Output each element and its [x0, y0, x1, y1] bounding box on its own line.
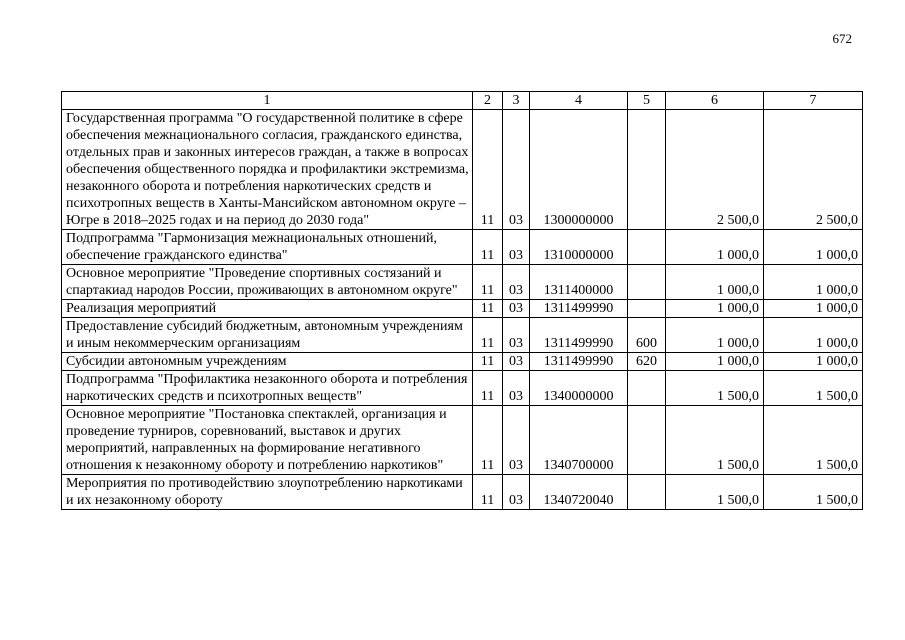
amount-cell-6: 1 500,0: [666, 475, 764, 510]
code-cell-2: 11: [473, 110, 503, 230]
code-cell-5: [628, 475, 666, 510]
code-cell-3: 03: [503, 230, 530, 265]
code-cell-2: 11: [473, 353, 503, 371]
header-cell: 6: [666, 92, 764, 110]
header-cell: 5: [628, 92, 666, 110]
amount-cell-7: 1 000,0: [764, 353, 863, 371]
table-row: [62, 318, 863, 353]
code-cell-3: 03: [503, 353, 530, 371]
amount-cell-7: 1 000,0: [764, 318, 863, 353]
row-name-cell: Основное мероприятие "Проведение спортивных состязаний и спартакиад народов России, проживающих в автономном округе": [62, 265, 473, 300]
header-cell: 4: [530, 92, 628, 110]
code-cell-5: [628, 371, 666, 406]
amount-cell-7: 2 500,0: [764, 110, 863, 230]
amount-cell-6: 1 000,0: [666, 353, 764, 371]
header-cell: 2: [473, 92, 503, 110]
row-name-cell: Мероприятия по противодействию злоупотреблению наркотиками и их незаконному обороту: [62, 475, 473, 510]
table-row: [62, 475, 863, 510]
code-cell-3: 03: [503, 371, 530, 406]
code-cell-5: 600: [628, 318, 666, 353]
code-cell-5: [628, 110, 666, 230]
code-cell-4: 1340700000: [530, 406, 628, 475]
amount-cell-6: 1 000,0: [666, 318, 764, 353]
code-cell-2: 11: [473, 318, 503, 353]
row-name-cell: Подпрограмма "Гармонизация межнациональных отношений, обеспечение гражданского единства": [62, 230, 473, 265]
table-header-row: [62, 92, 863, 110]
budget-table: [61, 91, 863, 510]
code-cell-5: [628, 406, 666, 475]
code-cell-3: 03: [503, 475, 530, 510]
table-row: [62, 230, 863, 265]
code-cell-4: 1311499990: [530, 318, 628, 353]
page-number: 672: [832, 31, 852, 46]
code-cell-5: 620: [628, 353, 666, 371]
row-name-cell: Государственная программа "О государственной политике в сфере обеспечения межнационального согласия, гражданского единства, отдельных прав и законных интересов граждан, а также в вопросах обеспечения общественного порядка и профилактики экстремизма, незаконного оборота и потребления наркотических средств и психотропных веществ в Ханты-Мансийском автономном округе – Югре в 2018–2025 годах и на период до 2030 года": [62, 110, 473, 230]
amount-cell-7: 1 000,0: [764, 230, 863, 265]
header-cell: 3: [503, 92, 530, 110]
code-cell-2: 11: [473, 265, 503, 300]
code-cell-3: 03: [503, 300, 530, 318]
amount-cell-6: 1 000,0: [666, 265, 764, 300]
code-cell-2: 11: [473, 406, 503, 475]
table-row: [62, 406, 863, 475]
code-cell-4: 1300000000: [530, 110, 628, 230]
table-row: [62, 110, 863, 230]
code-cell-4: 1340720040: [530, 475, 628, 510]
table-body: [62, 110, 863, 510]
amount-cell-6: 1 000,0: [666, 230, 764, 265]
header-cell: 1: [62, 92, 473, 110]
amount-cell-6: 2 500,0: [666, 110, 764, 230]
row-name-cell: Субсидии автономным учреждениям: [62, 353, 473, 371]
code-cell-5: [628, 300, 666, 318]
code-cell-3: 03: [503, 318, 530, 353]
amount-cell-7: 1 500,0: [764, 475, 863, 510]
amount-cell-7: 1 000,0: [764, 265, 863, 300]
code-cell-4: 1311499990: [530, 353, 628, 371]
table-row: [62, 353, 863, 371]
code-cell-4: 1311400000: [530, 265, 628, 300]
table-row: [62, 300, 863, 318]
row-name-cell: Основное мероприятие "Постановка спектаклей, организация и проведение турниров, соревнований, выставок и других мероприятий, направленных на формирование негативного отношения к незаконному обороту и потреблению наркотиков": [62, 406, 473, 475]
table-row: [62, 265, 863, 300]
code-cell-4: 1311499990: [530, 300, 628, 318]
table-row: [62, 371, 863, 406]
header-cell: 7: [764, 92, 863, 110]
amount-cell-7: 1 500,0: [764, 406, 863, 475]
code-cell-3: 03: [503, 110, 530, 230]
code-cell-3: 03: [503, 406, 530, 475]
amount-cell-6: 1 000,0: [666, 300, 764, 318]
code-cell-2: 11: [473, 475, 503, 510]
amount-cell-7: 1 500,0: [764, 371, 863, 406]
row-name-cell: Предоставление субсидий бюджетным, автономным учреждениям и иным некоммерческим организациям: [62, 318, 473, 353]
code-cell-2: 11: [473, 300, 503, 318]
amount-cell-7: 1 000,0: [764, 300, 863, 318]
amount-cell-6: 1 500,0: [666, 406, 764, 475]
code-cell-4: 1310000000: [530, 230, 628, 265]
code-cell-4: 1340000000: [530, 371, 628, 406]
code-cell-2: 11: [473, 371, 503, 406]
row-name-cell: Подпрограмма "Профилактика незаконного оборота и потребления наркотических средств и психотропных веществ": [62, 371, 473, 406]
code-cell-2: 11: [473, 230, 503, 265]
amount-cell-6: 1 500,0: [666, 371, 764, 406]
row-name-cell: Реализация мероприятий: [62, 300, 473, 318]
code-cell-3: 03: [503, 265, 530, 300]
code-cell-5: [628, 265, 666, 300]
code-cell-5: [628, 230, 666, 265]
